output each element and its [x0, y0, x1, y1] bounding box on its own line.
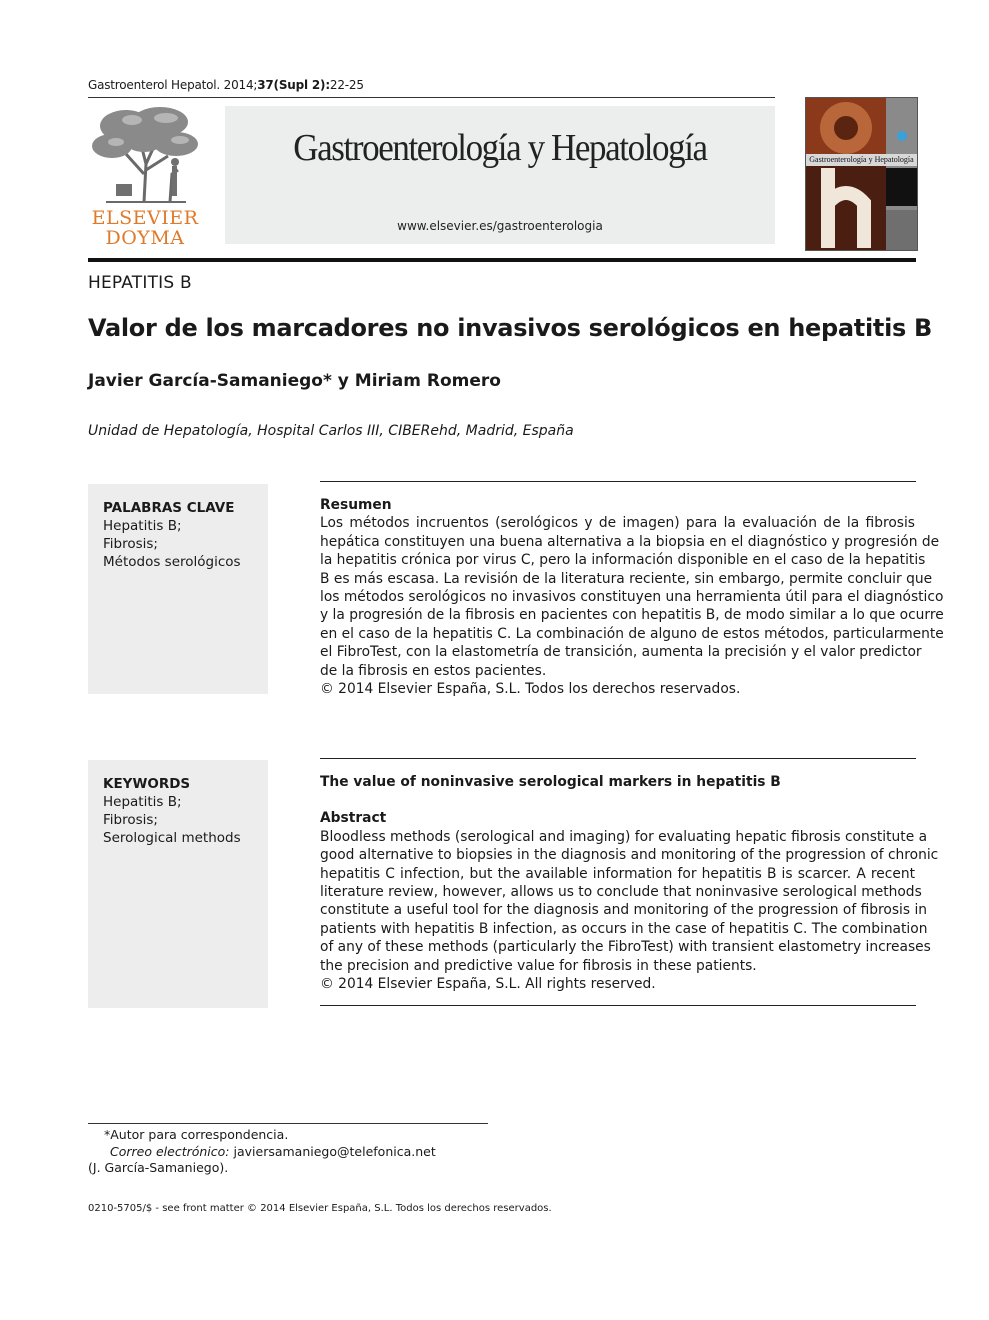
abstract-line: the precision and predictive value for fibrosis in these patients. — [320, 957, 757, 974]
abstract-heading: Abstract — [320, 810, 387, 827]
email-label: Correo electrónico: — [110, 1144, 230, 1159]
elsevier-logo — [86, 104, 204, 249]
journal-cover-thumbnail — [805, 97, 918, 251]
abstract-line: of any of these methods (particularly the FibroTest) with transient elastometry increases — [320, 939, 931, 956]
keyword-item: Hepatitis B; — [103, 794, 182, 810]
abstract-line: constitute a useful tool for the diagnosis and monitoring of the progression of fibrosis in — [320, 902, 928, 919]
keywords-heading: KEYWORDS — [103, 776, 191, 792]
footnote-rule — [88, 1123, 488, 1124]
abstract-line: hepática constituyen una buena alternativa a la biopsia en el diagnóstico y progresión de — [320, 533, 940, 550]
tree-icon — [86, 104, 204, 206]
keyword-item: Hepatitis B; — [103, 518, 182, 534]
keyword-item: Serological methods — [103, 830, 241, 846]
abstract-heading: Resumen — [320, 497, 392, 513]
abstract-line: hepatitis C infection, but the available information for hepatitis B is scarcer. A recent — [320, 865, 915, 882]
journal-url[interactable]: www.elsevier.es/gastroenterologia — [397, 219, 603, 233]
abstract-en — [320, 773, 939, 993]
abstract-line: Bloodless methods (serological and imaging) for evaluating hepatic fibrosis constitute a — [320, 828, 928, 845]
copyright-en: © 2014 Elsevier España, S.L. All rights reserved. — [320, 976, 656, 993]
issn-line: 0210-5705/$ - see front matter © 2014 Elsevier España, S.L. Todos los derechos reservados. — [88, 1203, 552, 1214]
abstract-line: el FibroTest, con la elastometría de transición, aumenta la precisión y el valor predictor — [320, 644, 922, 661]
abstract-line: B es más escasa. La revisión de la literatura reciente, sin embargo, permite concluir que — [320, 570, 933, 587]
author-affiliation: Unidad de Hepatología, Hospital Carlos III, CIBERehd, Madrid, España — [88, 423, 574, 439]
article-title: Valor de los marcadores no invasivos serológicos en hepatitis B — [88, 314, 933, 342]
header-thick-rule — [88, 258, 916, 262]
section-label: HEPATITIS B — [88, 273, 192, 293]
abstract-line: Los métodos incruentos (serológicos y de imagen) para la evaluación de la fibrosis — [320, 515, 915, 532]
cover-image-icon — [806, 98, 917, 250]
copyright-es: © 2014 Elsevier España, S.L. Todos los derechos reservados. — [320, 681, 741, 698]
abstract-line: de la fibrosis en estos pacientes. — [320, 662, 547, 679]
abstract-line: good alternative to biopsies in the diagnosis and monitoring of the progression of chronic — [320, 847, 939, 864]
author-name-note: (J. García-Samaniego). — [88, 1160, 229, 1175]
journal-banner — [225, 106, 775, 244]
keyword-item: Métodos serológicos — [103, 554, 241, 570]
logo-text-elsevier: ELSEVIER — [91, 207, 199, 229]
keywords-box-es — [88, 484, 268, 694]
abstract-line: patients with hepatitis B infection, as occurs in the case of hepatitis C. The combination — [320, 920, 928, 937]
cover-title: Gastroenterología y Hepatología — [809, 155, 914, 164]
journal-title: Gastroenterología y Hepatología — [293, 126, 707, 169]
abstract-rule-en — [320, 758, 916, 759]
corresponding-author-note: *Autor para correspondencia. — [104, 1127, 289, 1142]
abstract-end-rule — [320, 1005, 916, 1006]
abstract-line: literature review, however, allows us to conclude that noninvasive serological methods — [320, 884, 922, 901]
journal-citation: Gastroenterol Hepatol. 2014;37(Supl 2):22-25 — [88, 78, 364, 92]
keywords-box-en — [88, 760, 268, 1008]
keyword-item: Fibrosis; — [103, 536, 158, 552]
abstract-line: en el caso de la hepatitis C. La combinación de alguno de estos métodos, particularmente — [320, 625, 944, 642]
abstract-rule-es — [320, 481, 916, 482]
abstract-line: los métodos serológicos no invasivos constituyen una herramienta útil para el diagnóstico — [320, 589, 944, 606]
header-rule — [88, 97, 775, 98]
email-link[interactable]: javiersamaniego@telefonica.net — [233, 1144, 436, 1159]
abstract-es — [320, 496, 944, 698]
keywords-heading: PALABRAS CLAVE — [103, 500, 235, 516]
email-line — [110, 1144, 436, 1159]
logo-text-doyma: DOYMA — [105, 227, 185, 249]
keyword-item: Fibrosis; — [103, 812, 158, 828]
article-authors: Javier García-Samaniego* y Miriam Romero — [88, 371, 501, 391]
abstract-line: la hepatitis crónica por virus C, pero la información disponible en el caso de la hepatitis — [320, 552, 926, 569]
english-title: The value of noninvasive serological markers in hepatitis B — [320, 774, 781, 790]
abstract-line: y la progresión de la fibrosis en pacientes con hepatitis B, de modo similar a lo que ocurre — [320, 607, 944, 624]
